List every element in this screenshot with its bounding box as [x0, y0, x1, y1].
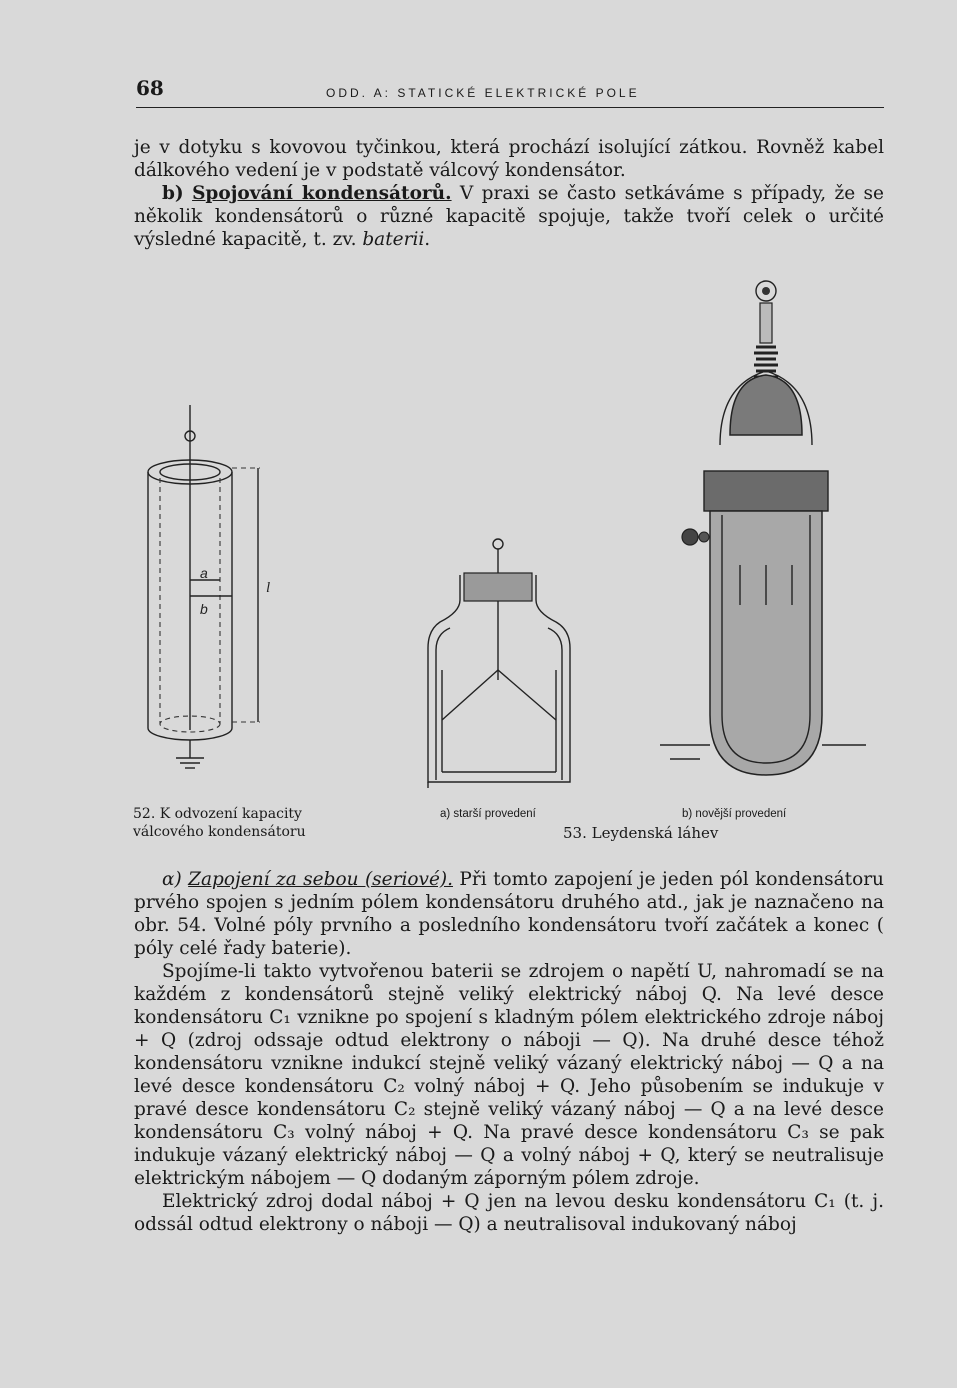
figure-53b-leyden-jar — [660, 275, 870, 785]
figure-53-caption: 53. Leydenská láhev — [563, 824, 719, 842]
main-text-block — [134, 868, 884, 1236]
paragraph-alpha-marker: α) — [162, 869, 182, 890]
fig52-label-b: b — [200, 601, 208, 617]
top-paragraph-block — [134, 136, 884, 251]
fig52-label-l: l — [266, 580, 271, 596]
section-b-marker: b) — [162, 183, 184, 204]
page-number: 68 — [136, 76, 164, 100]
paragraph-3: Elektrický zdroj dodal náboj + Q jen na levou desku kondensátoru C₁ (t. j. odssál odtud elektrony o náboji — Q) a neutralisoval indukovaný náboj — [134, 1191, 884, 1235]
running-head: ODD. A: STATICKÉ ELEKTRICKÉ POLE — [326, 86, 640, 100]
figure-53a-caption: a) starší provedení — [440, 808, 536, 820]
header-rule — [136, 107, 884, 108]
top-paragraph: je v dotyku s kovovou tyčinkou, která prochází isolující zátkou. Rovněž kabel dálkového vedení je v podstatě válcový kondensátor. — [134, 137, 884, 181]
figure-52-caption — [133, 805, 306, 841]
paragraph-alpha — [134, 868, 884, 960]
section-b-term: baterii — [362, 229, 425, 250]
figure-52-caption-line1: 52. K odvození kapacity — [133, 806, 302, 822]
paragraph-alpha-text: Při tomto zapojení je jeden pól kondensátoru prvého spojen s jedním pólem kondensátoru druhého atd., jak je naznačeno na obr. 54. Volné póly prvního a posledního kondensátoru tvoří začátek a konec ( póly celé řady baterie). — [134, 869, 884, 959]
section-b-text-1: V praxi se často setkáváme s případy, že se několik kondensátorů o různé kapacitě spojuje, takže tvoří celek o určité výsledné kapacitě, t. zv. — [134, 183, 884, 250]
section-b-text-2: . — [424, 229, 431, 250]
figure-53b-caption: b) novější provedení — [682, 808, 787, 820]
section-b-paragraph — [134, 182, 884, 251]
fig52-label-a: a — [200, 565, 208, 581]
figure-52-caption-line2: válcového kondensátoru — [133, 824, 306, 840]
figure-53a-leyden-jar — [420, 530, 580, 790]
paragraph-2: Spojíme-li takto vytvořenou baterii se zdrojem o napětí U, nahromadí se na každém z kondensátorů stejně veliký elektrický náboj Q. Na levé desce kondensátoru C₁ vznikne po spojení s kladným pólem elektrického zdroje náboj + Q (zdroj odssaje odtud elektrony o náboji — Q). Na druhé desce téhož kondensátoru vznikne indukcí stejně veliký vázaný elektrický náboj — Q a na levé desce kondensátoru C₂ volný náboj + Q. Jeho působením se indukuje v pravé desce kondensátoru C₂ stejně veliký vázaný náboj — Q a na levé desce kondensátoru C₃ volný náboj + Q. Na pravé desce kondensátoru C₃ se pak indukuje vázaný elektrický náboj — Q a volný náboj + Q, který se neutralisuje elektrickým nábojem — Q dodaným záporným pólem zdroje. — [134, 961, 884, 1189]
paragraph-alpha-title: Zapojení za sebou (seriové). — [188, 869, 453, 890]
figure-52-cylinder-capacitor — [140, 400, 280, 780]
section-b-title: Spojování kondensátorů. — [192, 183, 452, 204]
